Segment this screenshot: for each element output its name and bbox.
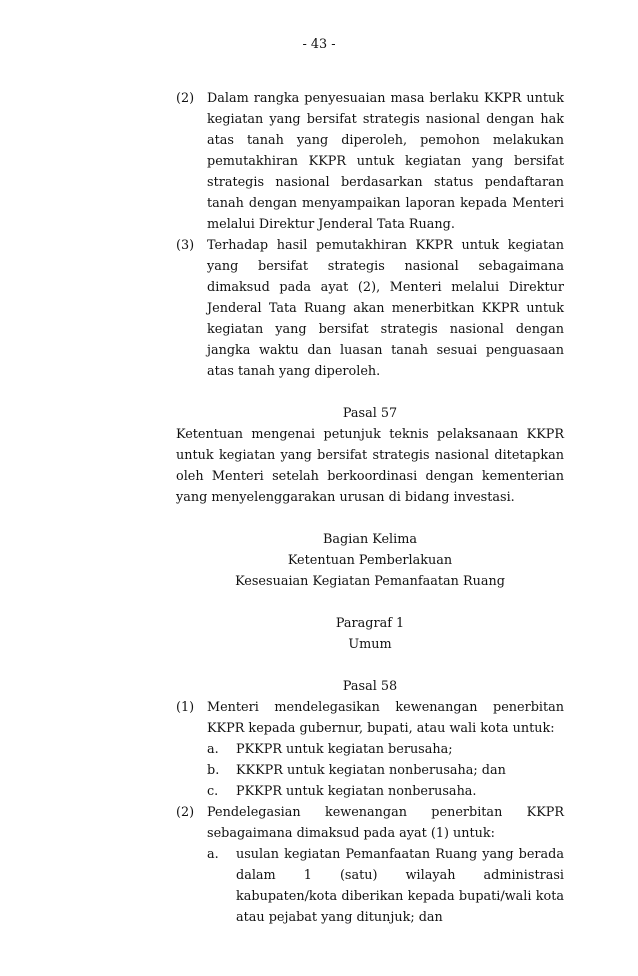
pasal-58-title: Pasal 58	[342, 679, 398, 694]
paragraf-heading: Paragraf 1	[335, 616, 405, 631]
pasal-57-title: Pasal 57	[342, 406, 398, 421]
ayat-number: (3)	[176, 238, 195, 253]
document-body	[176, 88, 564, 928]
ayat-2-item	[176, 88, 564, 235]
paragraf-subheading: Umum	[348, 637, 392, 652]
ayat-text: Pendelegasian kewenangan penerbitan KKPR sebagaimana dimaksud pada ayat (1) untuk:	[207, 805, 564, 841]
list-text: PKKPR untuk kegiatan berusaha;	[236, 742, 453, 757]
ayat-text: Dalam rangka penyesuaian masa berlaku KKPR untuk kegiatan yang bersifat strategis nasional dengan hak atas tanah yang diperoleh, pemohon melakukan pemutakhiran KKPR untuk kegiatan yang bersifat strategis nasional berdasarkan status pendaftaran tanah dengan menyampaikan laporan kepada Menteri melalui Direktur Jenderal Tata Ruang.	[207, 91, 564, 232]
ayat-number: (2)	[176, 805, 195, 820]
list-letter: a.	[207, 742, 219, 757]
list-text: PKKPR untuk kegiatan nonberusaha.	[236, 784, 477, 799]
list-letter: a.	[207, 847, 219, 862]
list-text: KKKPR untuk kegiatan nonberusaha; dan	[236, 763, 506, 778]
list-item	[207, 739, 564, 760]
bagian-subheading-2: Kesesuaian Kegiatan Pemanfaatan Ruang	[235, 574, 505, 589]
pasal-58-ayat-1	[176, 697, 564, 802]
ayat-number: (1)	[176, 700, 195, 715]
list-item	[207, 844, 564, 928]
bagian-subheading: Ketentuan Pemberlakuan	[287, 553, 453, 568]
list-item	[207, 781, 564, 802]
ayat-3-item	[176, 235, 564, 382]
bagian-heading: Bagian Kelima	[323, 532, 417, 547]
ayat-text: Menteri mendelegasikan kewenangan penerbitan KKPR kepada gubernur, bupati, atau wali kota untuk:	[207, 700, 564, 736]
list-letter: c.	[207, 784, 219, 799]
list-item	[207, 760, 564, 781]
ayat-text: Terhadap hasil pemutakhiran KKPR untuk kegiatan yang bersifat strategis nasional sebagaimana dimaksud pada ayat (2), Menteri melalui Direktur Jenderal Tata Ruang akan menerbitkan KKPR untuk kegiatan yang bersifat strategis nasional dengan jangka waktu dan luasan tanah sesuai penguasaan atas tanah yang diperoleh.	[207, 238, 564, 379]
pasal-58-ayat-2	[176, 802, 564, 928]
page-number: - 43 -	[302, 37, 336, 52]
pasal-57-text: Ketentuan mengenai petunjuk teknis pelaksanaan KKPR untuk kegiatan yang bersifat strategis nasional ditetapkan oleh Menteri setelah berkoordinasi dengan kementerian yang menyelenggarakan urusan di bidang investasi.	[176, 427, 564, 505]
ayat-number: (2)	[176, 91, 195, 106]
list-letter: b.	[207, 763, 220, 778]
list-text: usulan kegiatan Pemanfaatan Ruang yang berada dalam 1 (satu) wilayah administrasi kabupaten/kota diberikan kepada bupati/wali kota atau pejabat yang ditunjuk; dan	[236, 847, 564, 925]
